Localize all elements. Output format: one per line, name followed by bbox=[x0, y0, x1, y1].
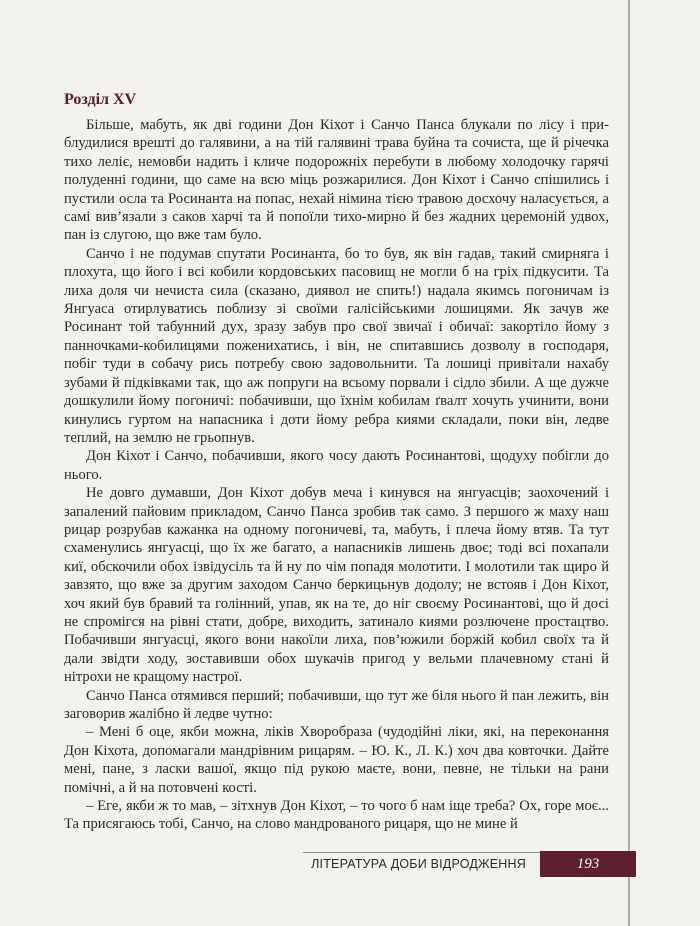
paragraph: Більше, мабуть, як дві години Дон Кіхот і Санчо Панса блукали по лісу і приблудилися врешті до галявини, а на тій галявині трава буйна та сочиста, ще й річечка тихо леліє, немовби надить і кличе подорожніх перебути в любому холодочку гарячі полуденні години, що саме на всю міць розжарилися. Дон Кіхот і Санчо спішились і пустили осла та Росинанта на попас, нехай німина тією травою досхочу наласується, а самі вив’язали з саков харчі та й попоїли тихо-мирно й без жадних церемоній удвох, пан із слугою, що вже там було. bbox=[64, 117, 609, 244]
paragraph: Не довго думавши, Дон Кіхот добув меча і кинувся на янгуасців; заохочений і запалений пайовим прикладом, Санчо Панса зробив так само. З першого ж маху наш рицар розрубав кажанка на одному погоничеві, та, мабуть, і плеча йому втяв. Та тут схаменулись янгуасці, що їх же багато, а напасників лишень двоє; тоді всі похапали киї, обскочили обох ізвідусіль та й ну по чім попадя молотити. І молотили так щиро й завзято, що вже за другим заходом Санчо беркицьнув додолу; не встояв і Дон Кіхот, хоч який був бравий та голінний, упав, як на те, до ніг своєму Росинантові, що й досі не спромігся на рівні стати, добре, виходить, затинало киями розлючене простацтво. Побачивши янгуасці, якого вони накоїли лиха, пов’южили боржій кобил своїх та й дали звідти ходу, зоставивши обох шукачів пригод у вельми плачевному стані й нітрохи не кращому настрої. bbox=[64, 485, 609, 686]
paragraph: – Мені б оце, якби можна, ліків Хворобраза (чудодійні ліки, які, на переконання Дон Кіхота, допомагали мандрівним рицарям. – Ю. К., Л. К.) хоч два ковточки. Дайте мені, пане, з ласки вашої, якщо під рукою маєте, вони, певне, не тільки на рани помічні, а й на потовчені кості. bbox=[64, 724, 609, 796]
page-number: 193 bbox=[540, 851, 636, 877]
footer-section-title: ЛІТЕРАТУРА ДОБИ ВІДРОДЖЕННЯ bbox=[311, 857, 526, 871]
page-edge-line bbox=[628, 0, 630, 926]
paragraph: Санчо і не подумав спутати Росинанта, бо то був, як він гадав, такий смирняга і плохута, що його і всі кобили кордовських пасовищ не могли б на гріх підкусити. Та лиха доля чи нечиста сила (сказано, диявол не спить!) надала якимсь погоничам із Янгуаса отирлуватись поблизу зі своїми галісійськими лошицями. Як зачув же Росинант той табунний дух, зразу забув про свої звичаї і обичаї: закортіло йому з панночками-кобилицями поженихатись, і він, не спитавшись дозволу в господаря, побіг туди в собачу рись потребу свою задовольнити. Та лошиці привітали нахабу зубами й підківками так, що аж попруги на всьому порвали і сідло збили. А ще дужче дошкулили йому погоничі: побачивши, що їхнім кобилам ґвалт хочуть учинити, вони кинулись гуртом на напасника і доти йому ребра киями складали, поки він, ледве теплий, на землю не грьопнув. bbox=[64, 245, 609, 446]
paragraph: Дон Кіхот і Санчо, побачивши, якого чосу дають Росинантові, щодуху побігли до нього. bbox=[64, 448, 609, 483]
chapter-title: Розділ XV bbox=[64, 91, 137, 108]
chapter-body bbox=[64, 116, 609, 834]
paragraph: Санчо Панса отямився перший; побачивши, що тут же біля нього й пан лежить, він заговорив жалібно й ледве чутно: bbox=[64, 687, 609, 722]
paragraph: – Еге, якби ж то мав, – зітхнув Дон Кіхот, – то чого б нам іще треба? Ох, горе моє... Та присягаюсь тобі, Санчо, на слово мандрованого рицаря, що не мине й bbox=[64, 798, 609, 833]
footer-rule bbox=[303, 852, 540, 853]
page-footer bbox=[303, 852, 636, 878]
